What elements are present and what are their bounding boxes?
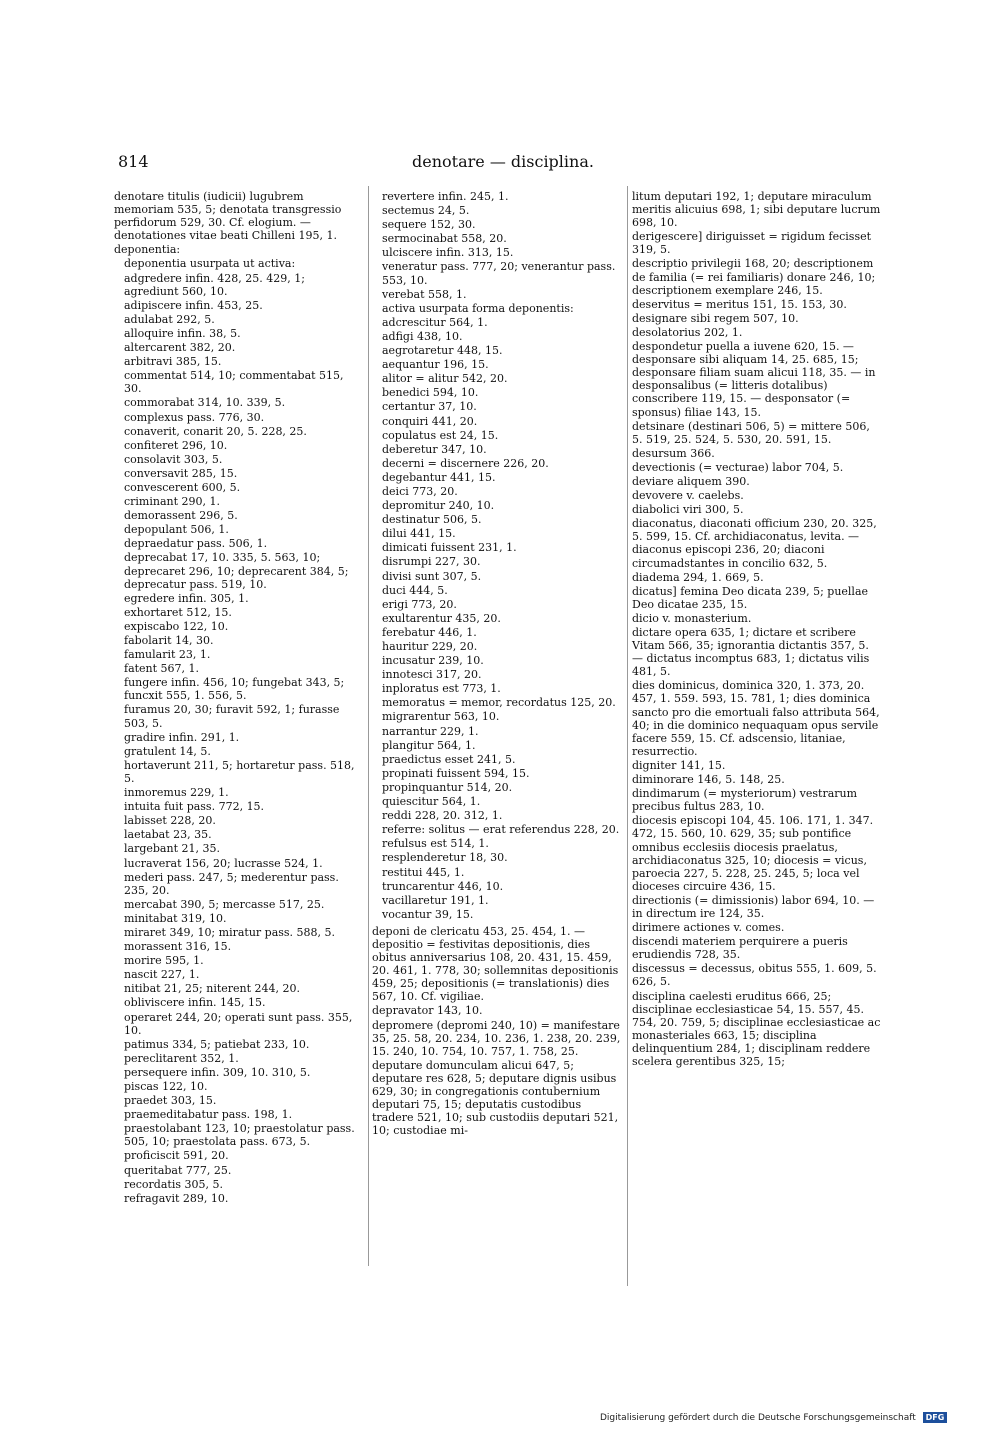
index-entry: propinati fuissent 594, 15.: [382, 766, 530, 780]
index-entry: truncarentur 446, 10.: [382, 879, 504, 893]
index-entry: memoratus = memor, recordatus 125, 20.: [382, 696, 616, 710]
index-entry: narrantur 229, 1.: [382, 724, 479, 738]
index-entry: restitui 445, 1.: [382, 865, 465, 879]
index-entry: inploratus est 773, 1.: [382, 682, 501, 696]
index-entry: diaconatus, diaconati officium 230, 20. 325, 5. 599, 15. Cf. archidiaconatus, levita. — diaconus episcopi 236, 20; diaconi circumadstantes in concilio 632, 5.: [632, 517, 877, 570]
index-entry: activa usurpata forma deponentis:: [382, 301, 574, 315]
index-entry: intuita fuit pass. 772, 15.: [124, 800, 265, 814]
index-entry: revertere infin. 245, 1.: [382, 190, 509, 203]
index-entry: denotare titulis (iudicii) lugubrem memoriam 535, 5; denotata transgressio perfidorum 529, 30. Cf. elogium. — denotationes vitae beati Chilleni 195, 1.: [114, 190, 342, 243]
index-entry: aegrotaretur 448, 15.: [382, 344, 503, 358]
index-entry: disciplina caelesti eruditus 666, 25; disciplinae ecclesiasticae 54, 15. 557, 45. 754, 20. 759, 5; disciplinae ecclesiasticae ac monasteriales 663, 15; disciplina delinquentium 284, 1; disciplinam reddere scelera gerentibus 325, 15;: [632, 989, 881, 1068]
index-entry: exultarentur 435, 20.: [382, 611, 501, 625]
index-entry: aequantur 196, 15.: [382, 358, 489, 372]
index-entry: diminorare 146, 5. 148, 25.: [632, 773, 785, 787]
index-entry: detsinare (destinari 506, 5) = mittere 506, 5. 519, 25. 524, 5. 530, 20. 591, 15.: [632, 419, 870, 446]
index-entry: famularit 23, 1.: [124, 648, 211, 662]
index-entry: destinatur 506, 5.: [382, 513, 482, 527]
index-entry: consolavit 303, 5.: [124, 452, 223, 466]
index-entry: desolatorius 202, 1.: [632, 325, 743, 339]
index-entry: mercabat 390, 5; mercasse 517, 25.: [124, 897, 325, 911]
index-entry: dilui 441, 15.: [382, 527, 456, 541]
index-entry: quiescitur 564, 1.: [382, 795, 481, 809]
index-entry: hortaverunt 211, 5; hortaretur pass. 518, 5.: [124, 758, 355, 785]
index-entry: deponentia:: [114, 243, 181, 257]
index-entry: derigescere] diriguisset = rigidum fecisset 319, 5.: [632, 230, 872, 257]
index-entry: directionis (= dimissionis) labor 694, 10. — in directum ire 124, 35.: [632, 893, 875, 920]
index-entry: veneratur pass. 777, 20; venerantur pass. 553, 10.: [382, 260, 616, 287]
index-entry: confiteret 296, 10.: [124, 438, 228, 452]
index-entry: duci 444, 5.: [382, 583, 448, 597]
index-entry: migrarentur 563, 10.: [382, 710, 500, 724]
index-entry: labisset 228, 20.: [124, 814, 216, 828]
column-2: [372, 190, 626, 1138]
index-entry: praedet 303, 15.: [124, 1094, 217, 1108]
index-entry: desursum 366.: [632, 446, 715, 460]
index-entry: degebantur 441, 15.: [382, 470, 496, 484]
index-entry: despondetur puella a iuvene 620, 15. — desponsare sibi aliquam 14, 25. 685, 15; desponsare filiam suam alicui 118, 35. — in desponsalibus (= litteris dotalibus) conscribere 119, 15. — desponsator (= sponsus) filiae 143, 15.: [632, 340, 876, 419]
index-entry: deputare domunculam alicui 647, 5; deputare res 628, 5; deputare dignis usibus 629, 30; in congregationis contubernium deputari 75, 15; deputatis custodibus tradere 521, 10; sub custodiis deputari 521, 10; custodiae mi-: [372, 1058, 619, 1138]
index-entry: persequere infin. 309, 10. 310, 5.: [124, 1065, 311, 1079]
index-entry: inmoremus 229, 1.: [124, 786, 229, 800]
index-entry: minitabat 319, 10.: [124, 911, 227, 925]
index-entry: fungere infin. 456, 10; fungebat 343, 5; funcxit 555, 1. 556, 5.: [124, 676, 345, 703]
index-entry: arbitravi 385, 15.: [124, 355, 222, 369]
column-rule-1: [368, 186, 369, 1266]
index-entry: demorassent 296, 5.: [124, 509, 238, 523]
index-entry: dies dominicus, dominica 320, 1. 373, 20. 457, 1. 559. 593, 15. 781, 1; dies dominica sancto pro die emortuali falso attributa 564, 40; in die dominico nequaquam opus servile facere 559, 15. Cf. adscensio, litaniae, resurrectio.: [632, 679, 880, 758]
index-entry: patimus 334, 5; patiebat 233, 10.: [124, 1037, 310, 1051]
index-entry: refragavit 289, 10.: [124, 1191, 229, 1205]
index-entry: depromere (depromi 240, 10) = manifestare 35, 25. 58, 20. 234, 10. 236, 1. 238, 20. 239, 15. 240, 10. 754, 10. 757, 1. 758, 25.: [372, 1018, 621, 1058]
index-entry: divisi sunt 307, 5.: [382, 569, 482, 583]
index-entry: praemeditabatur pass. 198, 1.: [124, 1108, 293, 1122]
index-entry: vocantur 39, 15.: [382, 907, 474, 921]
index-entry: copulatus est 24, 15.: [382, 428, 499, 442]
column-3: [632, 190, 882, 1069]
index-entry: mederi pass. 247, 5; mederentur pass. 235, 20.: [124, 870, 339, 897]
index-entry: deponentia usurpata ut activa:: [124, 257, 296, 271]
index-entry: descriptio privilegii 168, 20; descriptionem de familia (= rei familiaris) donare 246, 10; descriptionem exemplare 246, 15.: [632, 257, 876, 297]
index-entry: decerni = discernere 226, 20.: [382, 456, 549, 470]
index-entry: referre: solitus — erat referendus 228, 20.: [382, 823, 620, 837]
running-head: denotare — disciplina.: [412, 152, 594, 171]
index-entry: miraret 349, 10; miratur pass. 588, 5.: [124, 925, 336, 939]
index-entry: vacillaretur 191, 1.: [382, 893, 489, 907]
index-entry: lucraverat 156, 20; lucrasse 524, 1.: [124, 856, 323, 870]
index-entry: morassent 316, 15.: [124, 940, 232, 954]
index-entry: adcrescitur 564, 1.: [382, 315, 488, 329]
index-entry: altercarent 382, 20.: [124, 341, 236, 355]
index-entry: piscas 122, 10.: [124, 1080, 208, 1093]
index-entry: exhortaret 512, 15.: [124, 605, 232, 619]
index-entry: convescerent 600, 5.: [124, 480, 241, 494]
index-entry: deici 773, 20.: [382, 484, 458, 498]
index-entry: depravator 143, 10.: [372, 1004, 483, 1018]
index-entry: dicatus] femina Deo dicata 239, 5; puellae Deo dicatae 235, 15.: [632, 584, 869, 611]
index-entry: sermocinabat 558, 20.: [382, 232, 507, 246]
index-entry: ulciscere infin. 313, 15.: [382, 246, 514, 260]
index-entry: devovere v. caelebs.: [632, 489, 744, 503]
index-entry: erigi 773, 20.: [382, 597, 457, 611]
index-entry: depromitur 240, 10.: [382, 499, 495, 513]
index-entry: commorabat 314, 10. 339, 5.: [124, 396, 286, 410]
index-entry: designare sibi regem 507, 10.: [632, 311, 799, 325]
page-number: 814: [118, 152, 149, 171]
index-entry: obliviscere infin. 145, 15.: [124, 996, 266, 1010]
index-entry: nitibat 21, 25; niterent 244, 20.: [124, 982, 301, 996]
index-entry: queritabat 777, 25.: [124, 1163, 232, 1177]
index-entry: verebat 558, 1.: [382, 287, 467, 301]
index-entry: depraedatur pass. 506, 1.: [124, 537, 268, 551]
index-entry: discessus = decessus, obitus 555, 1. 609, 5. 626, 5.: [632, 962, 877, 989]
index-entry: proficiscit 591, 20.: [124, 1149, 229, 1163]
index-entry: complexus pass. 776, 30.: [124, 410, 265, 424]
index-entry: alloquire infin. 38, 5.: [124, 326, 241, 340]
index-entry: deviare aliquem 390.: [632, 474, 750, 488]
index-entry: commentat 514, 10; commentabat 515, 30.: [124, 369, 344, 396]
index-entry: praedictus esset 241, 5.: [382, 752, 516, 766]
index-entry: sequere 152, 30.: [382, 218, 476, 232]
index-entry: discendi materiem perquirere a pueris erudiendis 728, 35.: [632, 935, 848, 962]
index-entry: refulsus est 514, 1.: [382, 837, 489, 851]
index-entry: criminant 290, 1.: [124, 495, 221, 509]
index-entry: digniter 141, 15.: [632, 758, 726, 772]
index-entry: litum deputari 192, 1; deputare miraculum meritis alicuius 698, 1; sibi deputare lucrum 698, 10.: [632, 190, 881, 230]
column-1: [114, 190, 362, 1206]
index-entry: conversavit 285, 15.: [124, 466, 238, 480]
index-entry: hauritur 229, 20.: [382, 640, 478, 653]
index-entry: reddi 228, 20. 312, 1.: [382, 809, 503, 823]
index-entry: praestolabant 123, 10; praestolatur pass. 505, 10; praestolata pass. 673, 5.: [124, 1122, 355, 1149]
index-entry: sectemus 24, 5.: [382, 204, 470, 218]
index-entry: benedici 594, 10.: [382, 386, 479, 400]
index-entry: deservitus = meritus 151, 15. 153, 30.: [632, 297, 847, 311]
index-entry: fatent 567, 1.: [124, 662, 200, 676]
index-entry: diocesis episcopi 104, 45. 106. 171, 1. 347. 472, 15. 560, 10. 629, 35; sub pontifice omnibus ecclesiis diocesis praelatus, archidiaconatus 325, 10; diocesis = vicus, paroecia 227, 5. 228, 25. 245, 5; loca vel dioceses circuire 436, 15.: [632, 814, 874, 893]
index-entry: expiscabo 122, 10.: [124, 619, 229, 633]
index-entry: certantur 37, 10.: [382, 400, 477, 414]
index-entry: dictare opera 635, 1; dictare et scribere Vitam 566, 35; ignorantia dictantis 357, 5. — dictatus incomptus 683, 1; dictatus vilis 481, 5.: [632, 626, 870, 679]
index-entry: fabolarit 14, 30.: [124, 634, 214, 647]
footer-text: Digitalisierung gefördert durch die Deutsche Forschungsgemeinschaft: [600, 1413, 916, 1423]
index-entry: gratulent 14, 5.: [124, 744, 211, 758]
index-entry: alitor = alitur 542, 20.: [382, 372, 508, 386]
index-entry: deberetur 347, 10.: [382, 442, 487, 456]
index-entry: adgredere infin. 428, 25. 429, 1; agrediunt 560, 10.: [124, 271, 305, 298]
index-entry: pereclitarent 352, 1.: [124, 1051, 239, 1065]
index-entry: nascit 227, 1.: [124, 968, 200, 982]
index-entry: propinquantur 514, 20.: [382, 780, 513, 794]
dfg-logo: DFG: [923, 1412, 948, 1423]
index-entry: deponi de clericatu 453, 25. 454, 1. — depositio = festivitas depositionis, dies obitus anniversarius 108, 20. 431, 15. 459, 20. 461, 1. 778, 30; sollemnitas depositionis 459, 25; depositionis (= translationis) dies 567, 10. Cf. vigiliae.: [372, 924, 619, 1004]
index-entry: recordatis 305, 5.: [124, 1177, 223, 1191]
index-entry: devectionis (= vecturae) labor 704, 5.: [632, 460, 844, 474]
index-entry: dindimarum (= mysteriorum) vestrarum precibus fultus 283, 10.: [632, 787, 858, 814]
index-entry: resplenderetur 18, 30.: [382, 851, 508, 865]
index-entry: dimicati fuissent 231, 1.: [382, 541, 517, 555]
index-entry: ferebatur 446, 1.: [382, 625, 477, 639]
index-entry: egredere infin. 305, 1.: [124, 591, 249, 605]
index-entry: diadema 294, 1. 669, 5.: [632, 570, 764, 584]
index-entry: disrumpi 227, 30.: [382, 555, 481, 569]
index-entry: diabolici viri 300, 5.: [632, 503, 744, 517]
index-entry: innotesci 317, 20.: [382, 668, 482, 682]
index-entry: adipiscere infin. 453, 25.: [124, 298, 263, 312]
index-entry: conaverit, conarit 20, 5. 228, 25.: [124, 424, 307, 438]
index-entry: dicio v. monasterium.: [632, 611, 752, 625]
footer: [600, 1412, 947, 1423]
index-entry: deprecabat 17, 10. 335, 5. 563, 10; deprecaret 296, 10; deprecarent 384, 5; deprecatur pass. 519, 10.: [124, 551, 349, 591]
index-entry: furamus 20, 30; furavit 592, 1; furasse 503, 5.: [124, 703, 340, 730]
index-entry: depopulant 506, 1.: [124, 523, 229, 537]
index-entry: incusatur 239, 10.: [382, 654, 484, 668]
index-entry: operaret 244, 20; operati sunt pass. 355, 10.: [124, 1010, 353, 1037]
index-entry: largebant 21, 35.: [124, 842, 220, 856]
index-entry: morire 595, 1.: [124, 954, 204, 968]
index-entry: gradire infin. 291, 1.: [124, 730, 240, 744]
index-entry: laetabat 23, 35.: [124, 828, 212, 842]
index-entry: conquiri 441, 20.: [382, 414, 478, 428]
column-rule-2: [627, 186, 628, 1286]
index-entry: adfigi 438, 10.: [382, 329, 463, 343]
index-entry: plangitur 564, 1.: [382, 738, 476, 752]
index-entry: dirimere actiones v. comes.: [632, 921, 785, 935]
index-entry: adulabat 292, 5.: [124, 312, 215, 326]
